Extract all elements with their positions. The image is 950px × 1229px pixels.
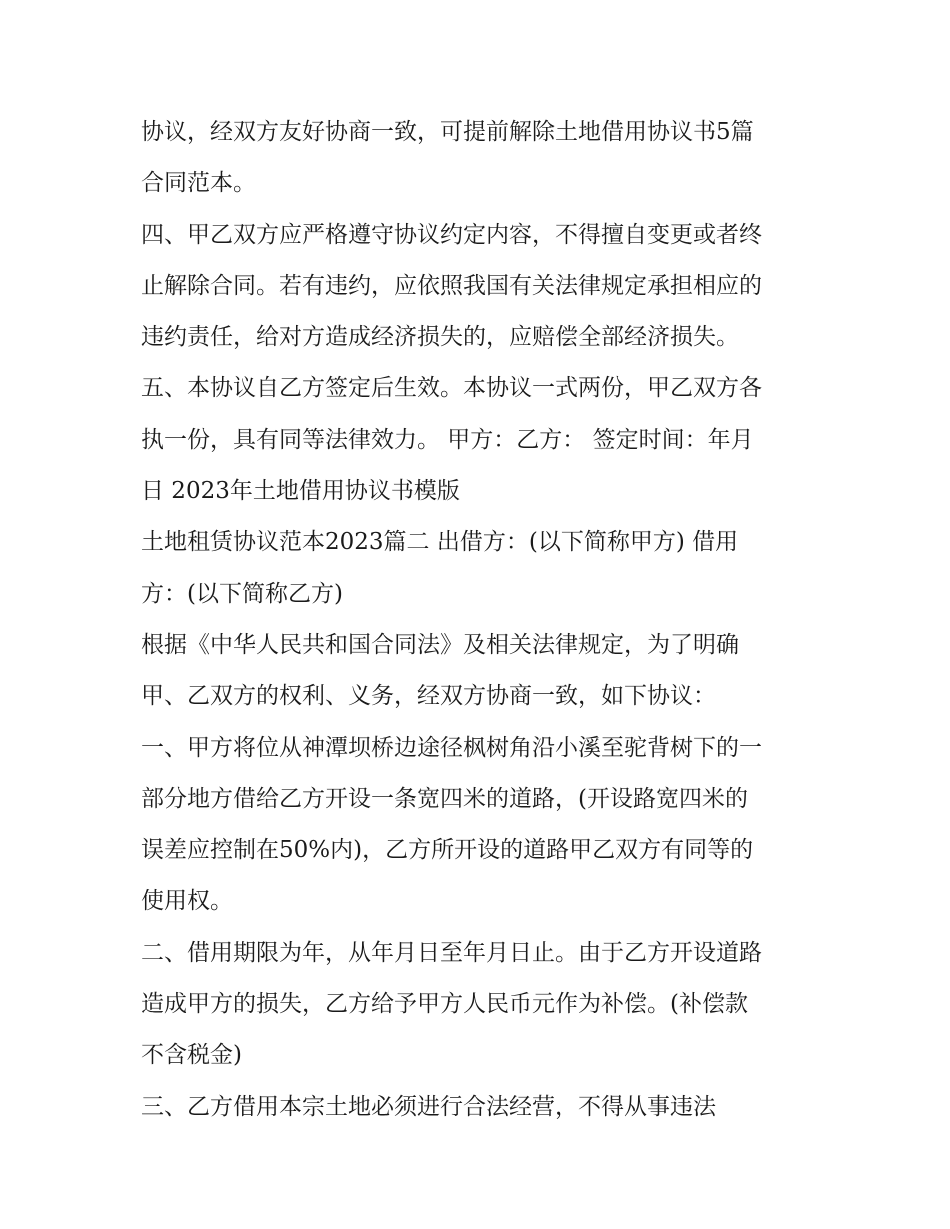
text-line: 不含税金) [141,1042,242,1069]
text-line: 协议，经双方友好协商一致，可提前解除土地借用协议书5篇 [141,119,754,145]
text-line: 甲、乙双方的权利、义务，经双方协商一致，如下协议： [141,683,716,710]
text-line: 止解除合同。若有违约，应依照我国有关法律规定承担相应的 [141,272,762,299]
text-line: 日 2023年土地借用协议书模版 [141,478,460,505]
text-line: 使用权。 [141,888,233,915]
text-line: 五、本协议自乙方签定后生效。本协议一式两份，甲乙双方各 [141,375,762,402]
text-line: 三、乙方借用本宗土地必须进行合法经营，不得从事违法 [141,1093,716,1120]
text-line: 土地租赁协议范本2023篇二 出借方：(以下简称甲方) 借用 [141,529,739,556]
text-line: 根据《中华人民共和国合同法》及相关法律规定，为了明确 [141,631,739,658]
text-line: 一、甲方将位从神潭坝桥边途径枫树角沿小溪至驼背树下的一 [141,734,762,761]
text-line: 造成甲方的损失，乙方给予甲方人民币元作为补偿。(补偿款 [141,991,748,1018]
text-line: 执一份，具有同等法律效力。 甲方：乙方： 签定时间：年月 [141,426,754,453]
text-line: 合同范本。 [141,170,256,197]
text-line: 误差应控制在50%内)，乙方所开设的道路甲乙双方有同等的 [141,837,754,864]
text-line: 方：(以下简称乙方) [141,580,343,607]
text-line: 二、借用期限为年，从年月日至年月日止。由于乙方开设道路 [141,939,762,966]
text-line: 部分地方借给乙方开设一条宽四米的道路，(开设路宽四米的 [141,785,748,812]
document-body [141,107,821,1133]
text-line: 四、甲乙双方应严格遵守协议约定内容，不得擅自变更或者终 [141,221,762,248]
text-line: 违约责任，给对方造成经济损失的，应赔偿全部经济损失。 [141,324,739,351]
